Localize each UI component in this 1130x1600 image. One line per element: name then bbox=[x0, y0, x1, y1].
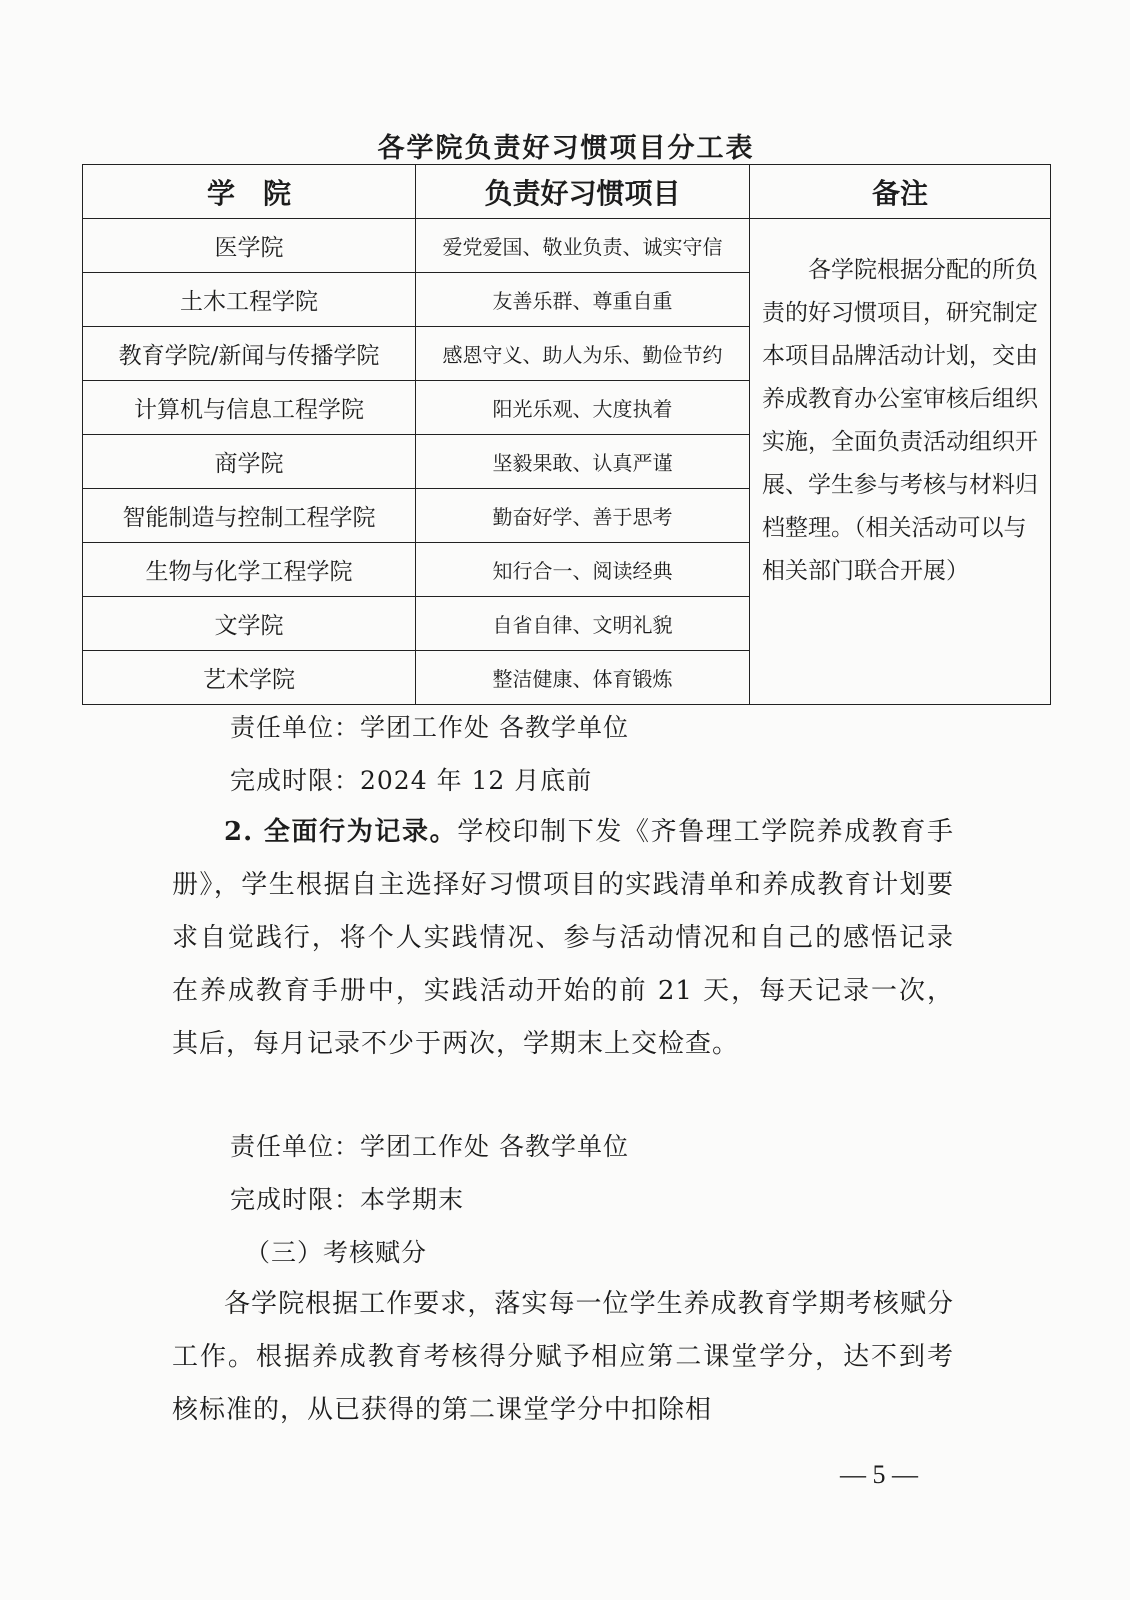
deadline-1: 完成时限：2024 年 12 月底前 bbox=[230, 766, 593, 795]
college-cell: 艺术学院 bbox=[83, 651, 416, 705]
responsible-unit-2: 责任单位：学团工作处 各教学单位 bbox=[230, 1132, 629, 1161]
habits-cell: 勤奋好学、善于思考 bbox=[416, 489, 750, 543]
deadline-2: 完成时限：本学期末 bbox=[230, 1185, 465, 1214]
habits-cell: 爱党爱国、敬业负责、诚实守信 bbox=[416, 219, 750, 273]
item-2-body: 学校印制下发《齐鲁理工学院养成教育手册》，学生根据自主选择好习惯项目的实践清单和养成教育计划要求自觉践行，将个人实践情况、参与活动情况和自己的感悟记录在养成教育手册中，实践活动开始的前 21 天，每天记录一次，其后，每月记录不少于两次，学期末上交检查。 bbox=[172, 817, 954, 1059]
section-3-paragraph: 各学院根据工作要求，落实每一位学生养成教育学期考核赋分工作。根据养成教育考核得分赋予相应第二课堂学分，达不到考核标准的，从已获得的第二课堂学分中扣除相 bbox=[172, 1289, 954, 1425]
habits-cell: 坚毅果敢、认真严谨 bbox=[416, 435, 750, 489]
header-habits: 负责好习惯项目 bbox=[416, 165, 750, 219]
college-cell: 生物与化学工程学院 bbox=[83, 543, 416, 597]
section-3-heading: （三）考核赋分 bbox=[245, 1238, 428, 1267]
college-cell: 文学院 bbox=[83, 597, 416, 651]
college-cell: 计算机与信息工程学院 bbox=[83, 381, 416, 435]
table-header-row bbox=[83, 165, 1051, 219]
habits-cell: 知行合一、阅读经典 bbox=[416, 543, 750, 597]
responsible-unit-1: 责任单位：学团工作处 各教学单位 bbox=[230, 713, 629, 742]
college-cell: 教育学院/新闻与传播学院 bbox=[83, 327, 416, 381]
habits-cell: 感恩守义、助人为乐、勤俭节约 bbox=[416, 327, 750, 381]
college-cell: 智能制造与控制工程学院 bbox=[83, 489, 416, 543]
item-2-heading: 2. 全面行为记录。 bbox=[224, 817, 458, 847]
page-number: — 5 — bbox=[840, 1460, 918, 1489]
item-2-paragraph bbox=[172, 806, 954, 1071]
header-college: 学 院 bbox=[83, 165, 416, 219]
assignment-table bbox=[82, 164, 1051, 705]
habits-cell: 自省自律、文明礼貌 bbox=[416, 597, 750, 651]
college-cell: 医学院 bbox=[83, 219, 416, 273]
college-cell: 商学院 bbox=[83, 435, 416, 489]
habits-cell: 友善乐群、尊重自重 bbox=[416, 273, 750, 327]
college-cell: 土木工程学院 bbox=[83, 273, 416, 327]
remark-cell: 各学院根据分配的所负责的好习惯项目，研究制定本项目品牌活动计划，交由养成教育办公室审核后组织实施，全面负责活动组织开展、学生参与考核与材料归档整理。（相关活动可以与相关部门联合开展） bbox=[750, 219, 1051, 705]
habits-cell: 整洁健康、体育锻炼 bbox=[416, 651, 750, 705]
table-title: 各学院负责好习惯项目分工表 bbox=[377, 133, 755, 164]
habits-cell: 阳光乐观、大度执着 bbox=[416, 381, 750, 435]
table-row bbox=[83, 219, 1051, 273]
header-remark: 备注 bbox=[750, 165, 1051, 219]
